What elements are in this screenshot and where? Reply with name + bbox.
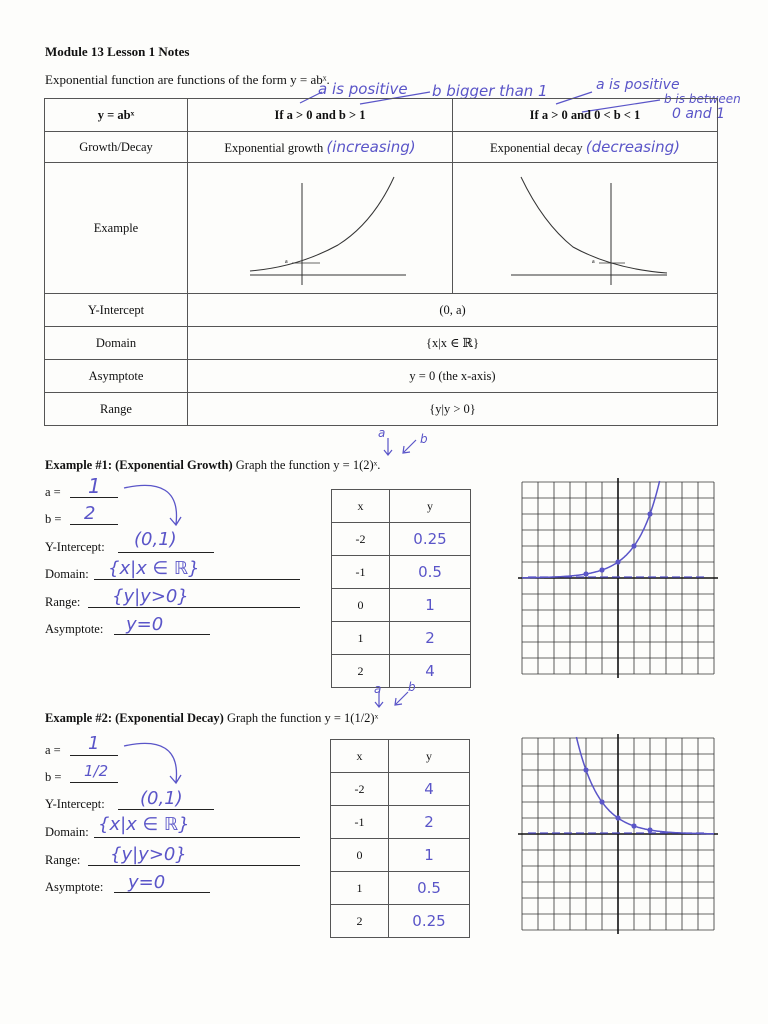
domain-value: {x|x ∈ ℝ} — [188, 327, 718, 360]
ex2-data-point — [583, 767, 588, 772]
ex1-a-label: a = — [45, 485, 61, 499]
module-title: Module 13 Lesson 1 Notes — [45, 44, 190, 59]
ex1-b-mark: b — [420, 432, 428, 446]
ex1-a-value: 1 — [88, 474, 101, 498]
ex2-x-cell: -1 — [331, 806, 389, 839]
ex1-curve — [522, 481, 660, 578]
ex2-yint-label: Y-Intercept: — [45, 797, 105, 811]
ex1-yint-label: Y-Intercept: — [45, 540, 105, 554]
growth-example-cell — [188, 163, 453, 294]
example2-title — [45, 711, 378, 726]
ex1-yint-value: (0,1) — [134, 529, 177, 550]
ex1-range-value: {y|y>0} — [112, 586, 189, 607]
ex1-data-point — [647, 511, 652, 516]
ex2-a-mark: a — [374, 682, 382, 696]
decay-value: Exponential decay — [489, 141, 583, 155]
ex2-x-cell: 1 — [331, 872, 389, 905]
ex2-y-header: y — [389, 740, 470, 773]
ex1-ab-arrows — [370, 430, 430, 460]
annotation-increasing: (increasing) — [326, 138, 416, 156]
row-label-y-intercept: Y-Intercept — [45, 294, 188, 327]
row-label-growth-decay: Growth/Decay — [45, 132, 188, 163]
ex1-x-cell: -1 — [332, 556, 390, 589]
example2-title-rest: Graph the function y = 1(1/2)ˣ — [226, 711, 379, 725]
ex1-domain-value: {x|x ∈ ℝ} — [108, 558, 200, 579]
summary-table — [44, 98, 718, 426]
asymptote-value: y = 0 (the x-axis) — [188, 360, 718, 393]
ex1-b-label: b = — [45, 512, 62, 526]
ex1-y-cell: 4 — [390, 655, 471, 688]
ex2-data-point — [615, 815, 620, 820]
ex1-asymptote-value: y=0 — [126, 614, 164, 635]
ex2-yint-value: (0,1) — [140, 788, 183, 809]
row-label-asymptote: Asymptote — [45, 360, 188, 393]
ex2-domain-label: Domain: — [45, 825, 89, 839]
ex2-y-cell: 0.5 — [389, 872, 470, 905]
ex2-x-header: x — [331, 740, 389, 773]
col-header-decay: If a > 0 and 0 < b < 1 — [453, 99, 718, 132]
ex1-x-cell: 0 — [332, 589, 390, 622]
ex1-data-point — [615, 559, 620, 564]
row-label-domain: Domain — [45, 327, 188, 360]
ex2-asymptote-label: Asymptote: — [45, 880, 104, 894]
ex2-a-label: a = — [45, 743, 61, 757]
ex2-range-label: Range: — [45, 853, 81, 867]
ex2-a-to-table-arrow — [120, 738, 190, 788]
annotation-b-bigger: b bigger than 1 — [432, 82, 548, 100]
ex2-b-label: b = — [45, 770, 62, 784]
ex2-domain-value: {x|x ∈ ℝ} — [98, 814, 190, 835]
ex2-x-cell: 0 — [331, 839, 389, 872]
decay-example-graph — [453, 163, 717, 289]
growth-cell — [188, 132, 453, 163]
ex1-range-label: Range: — [45, 595, 81, 609]
ex2-xy-table — [330, 739, 470, 938]
ex2-b-value: 1/2 — [84, 762, 109, 780]
annotation-b-between-2: 0 and 1 — [672, 106, 726, 122]
ex1-data-point — [631, 543, 636, 548]
ex2-y-cell: 4 — [389, 773, 470, 806]
ex1-domain-label: Domain: — [45, 567, 89, 581]
ex2-y-cell: 0.25 — [389, 905, 470, 938]
annotation-decreasing: (decreasing) — [585, 138, 681, 156]
decay-cell — [453, 132, 718, 163]
ex1-x-cell: 1 — [332, 622, 390, 655]
example1-title-bold: Example #1: (Exponential Growth) — [45, 458, 233, 472]
intro-text: Exponential function are functions of the form y = abˣ. — [45, 72, 330, 87]
col-header-function: y = abˣ — [45, 99, 188, 132]
ex1-y-cell: 0.5 — [390, 556, 471, 589]
ex2-asymptote-value: y=0 — [128, 872, 166, 893]
annotation-a-positive-2: a is positive — [596, 77, 680, 93]
ex2-data-point — [631, 823, 636, 828]
ex1-b-value: 2 — [84, 503, 96, 524]
ex1-asymptote-label: Asymptote: — [45, 622, 104, 636]
ex2-curve — [576, 737, 714, 834]
ex1-x-cell: -2 — [332, 523, 390, 556]
ex1-y-header: y — [390, 490, 471, 523]
ex2-x-cell: 2 — [331, 905, 389, 938]
example1-title-rest: Graph the function y = 1(2)ˣ. — [235, 458, 381, 472]
col-header-growth: If a > 0 and b > 1 — [188, 99, 453, 132]
ex1-data-point — [599, 567, 604, 572]
ex1-a-mark: a — [378, 426, 386, 440]
growth-point-label: a — [285, 259, 288, 265]
ex2-b-mark: b — [408, 680, 416, 694]
ex2-x-cell: -2 — [331, 773, 389, 806]
growth-example-graph — [188, 163, 452, 289]
ex2-data-point — [599, 799, 604, 804]
ex1-y-cell: 2 — [390, 622, 471, 655]
ex2-a-value: 1 — [88, 733, 100, 754]
growth-value: Exponential growth — [224, 141, 324, 155]
example2-title-bold: Example #2: (Exponential Decay) — [45, 711, 224, 725]
ex1-xy-table — [331, 489, 471, 688]
ex2-y-cell: 1 — [389, 839, 470, 872]
ex1-a-to-table-arrow — [120, 480, 190, 530]
example1-title — [45, 458, 380, 473]
ex2-data-point — [647, 827, 652, 832]
range-value: {y|y > 0} — [188, 393, 718, 426]
decay-point-label: a — [592, 259, 595, 265]
y-intercept-value: (0, a) — [188, 294, 718, 327]
ex1-x-cell: 2 — [332, 655, 390, 688]
row-label-range: Range — [45, 393, 188, 426]
row-label-example: Example — [45, 163, 188, 294]
ex1-x-header: x — [332, 490, 390, 523]
ex1-y-cell: 0.25 — [390, 523, 471, 556]
ex2-y-cell: 2 — [389, 806, 470, 839]
ex2-graph — [522, 738, 722, 938]
decay-example-cell — [453, 163, 718, 294]
ex2-range-value: {y|y>0} — [110, 844, 187, 865]
ex1-y-cell: 1 — [390, 589, 471, 622]
ex1-graph — [522, 482, 722, 682]
annotation-a-positive: a is positive — [318, 80, 408, 98]
annotation-b-between: b is between — [664, 92, 741, 106]
ex1-data-point — [583, 571, 588, 576]
